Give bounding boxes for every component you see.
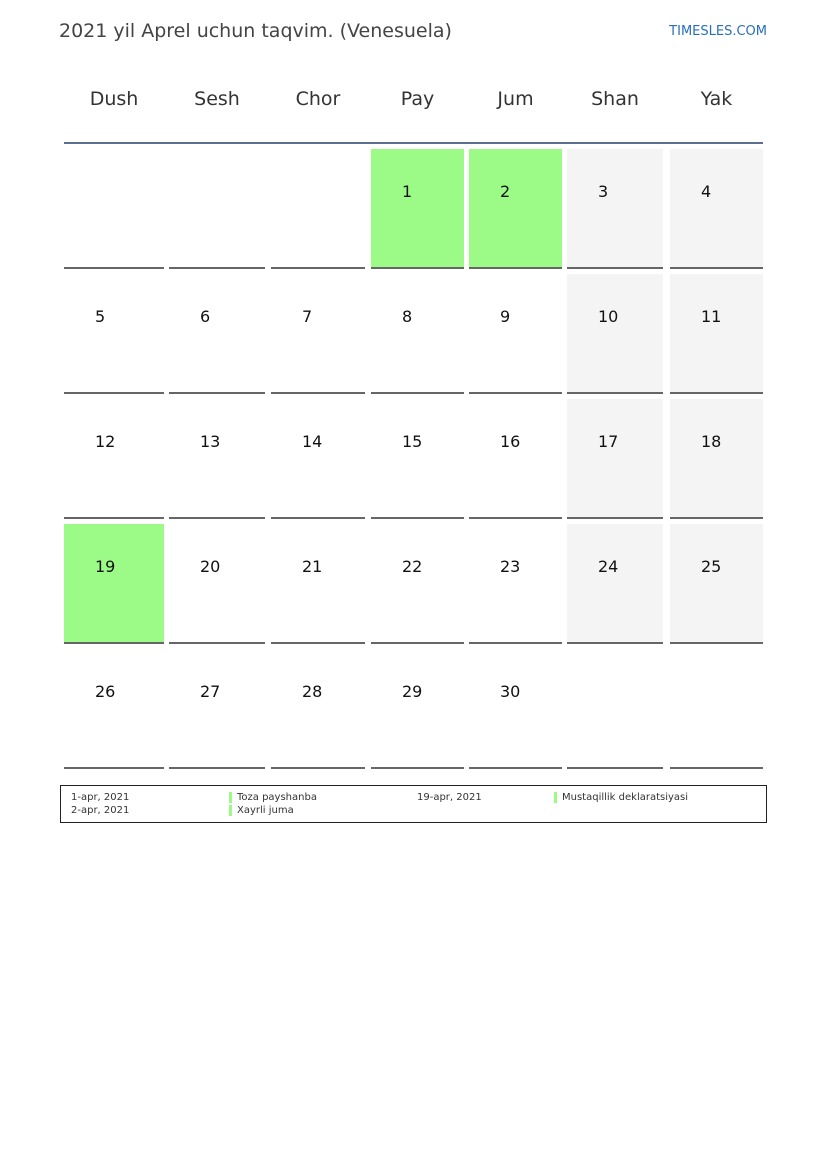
cell-bottom-rule <box>567 517 663 519</box>
day-number: 13 <box>200 432 221 451</box>
cell-bottom-rule <box>670 267 763 269</box>
cell-bottom-rule <box>670 642 763 644</box>
day-cell-14 <box>271 399 365 519</box>
cell-bottom-rule <box>371 267 464 269</box>
day-cell-16 <box>469 399 562 519</box>
legend-date-3: 19-apr, 2021 <box>417 792 482 803</box>
cell-bottom-rule <box>469 267 562 269</box>
day-number: 9 <box>500 307 511 326</box>
weekday-dush: Dush <box>89 88 139 110</box>
empty-day-cell <box>567 649 663 769</box>
day-cell-24 <box>567 524 663 644</box>
empty-day-cell <box>169 149 265 269</box>
cell-bottom-rule <box>670 517 763 519</box>
day-cell-6 <box>169 274 265 394</box>
cell-bottom-rule <box>469 517 562 519</box>
day-cell-1 <box>371 149 464 269</box>
day-number: 28 <box>302 682 323 701</box>
empty-day-cell <box>271 149 365 269</box>
cell-bottom-rule <box>371 392 464 394</box>
day-number: 1 <box>402 182 413 201</box>
empty-day-cell <box>64 149 164 269</box>
cell-bottom-rule <box>567 642 663 644</box>
day-cell-26 <box>64 649 164 769</box>
day-cell-25 <box>670 524 763 644</box>
day-cell-30 <box>469 649 562 769</box>
day-cell-9 <box>469 274 562 394</box>
cell-bottom-rule <box>567 267 663 269</box>
day-cell-15 <box>371 399 464 519</box>
weekday-sesh: Sesh <box>194 88 240 110</box>
cell-bottom-rule <box>371 767 464 769</box>
weekday-chor: Chor <box>295 88 341 110</box>
weekday-yak: Yak <box>700 88 733 110</box>
cell-bottom-rule <box>670 767 763 769</box>
empty-day-cell <box>670 649 763 769</box>
weekday-shan: Shan <box>591 88 639 110</box>
cell-bottom-rule <box>169 642 265 644</box>
legend-name-1: Toza payshanba <box>237 792 317 803</box>
day-number: 24 <box>598 557 619 576</box>
day-number: 25 <box>701 557 722 576</box>
day-number: 23 <box>500 557 521 576</box>
cell-bottom-rule <box>271 392 365 394</box>
day-number: 17 <box>598 432 619 451</box>
cell-bottom-rule <box>64 517 164 519</box>
day-number: 2 <box>500 182 511 201</box>
legend-date-2: 2-apr, 2021 <box>71 805 130 816</box>
legend-marker-3 <box>554 792 557 803</box>
cell-bottom-rule <box>567 767 663 769</box>
day-number: 19 <box>95 557 116 576</box>
day-cell-11 <box>670 274 763 394</box>
weekday-jum: Jum <box>497 88 534 110</box>
day-cell-13 <box>169 399 265 519</box>
day-number: 21 <box>302 557 323 576</box>
day-number: 14 <box>302 432 323 451</box>
day-cell-20 <box>169 524 265 644</box>
day-cell-29 <box>371 649 464 769</box>
day-number: 27 <box>200 682 221 701</box>
cell-bottom-rule <box>64 392 164 394</box>
day-number: 30 <box>500 682 521 701</box>
cell-bottom-rule <box>567 392 663 394</box>
cell-bottom-rule <box>271 267 365 269</box>
day-number: 15 <box>402 432 423 451</box>
legend-marker-2 <box>229 805 232 816</box>
day-cell-23 <box>469 524 562 644</box>
day-cell-17 <box>567 399 663 519</box>
day-cell-2 <box>469 149 562 269</box>
day-number: 7 <box>302 307 313 326</box>
day-cell-10 <box>567 274 663 394</box>
day-number: 26 <box>95 682 116 701</box>
day-cell-22 <box>371 524 464 644</box>
day-number: 5 <box>95 307 106 326</box>
day-cell-8 <box>371 274 464 394</box>
day-cell-12 <box>64 399 164 519</box>
legend-name-3: Mustaqillik deklaratsiyasi <box>562 792 689 803</box>
legend-name-2: Xayrli juma <box>237 805 294 816</box>
day-number: 8 <box>402 307 413 326</box>
cell-bottom-rule <box>169 392 265 394</box>
day-number: 16 <box>500 432 521 451</box>
cell-bottom-rule <box>371 642 464 644</box>
day-cell-7 <box>271 274 365 394</box>
day-cell-21 <box>271 524 365 644</box>
day-cell-3 <box>567 149 663 269</box>
cell-bottom-rule <box>169 517 265 519</box>
weekday-pay: Pay <box>400 88 435 110</box>
cell-bottom-rule <box>64 767 164 769</box>
cell-bottom-rule <box>169 767 265 769</box>
cell-bottom-rule <box>469 642 562 644</box>
cell-bottom-rule <box>271 517 365 519</box>
legend-date-1: 1-apr, 2021 <box>71 792 130 803</box>
cell-bottom-rule <box>271 642 365 644</box>
cell-bottom-rule <box>169 267 265 269</box>
site-link[interactable]: TIMESLES.COM <box>669 24 767 39</box>
cell-bottom-rule <box>64 267 164 269</box>
day-number: 18 <box>701 432 722 451</box>
day-number: 10 <box>598 307 619 326</box>
day-cell-4 <box>670 149 763 269</box>
day-number: 22 <box>402 557 423 576</box>
day-number: 6 <box>200 307 211 326</box>
day-number: 12 <box>95 432 116 451</box>
day-number: 3 <box>598 182 609 201</box>
cell-bottom-rule <box>469 767 562 769</box>
day-cell-5 <box>64 274 164 394</box>
day-cell-18 <box>670 399 763 519</box>
cell-bottom-rule <box>64 642 164 644</box>
cell-bottom-rule <box>469 392 562 394</box>
day-cell-19 <box>64 524 164 644</box>
holiday-legend <box>60 785 767 823</box>
day-cell-28 <box>271 649 365 769</box>
day-number: 11 <box>701 307 722 326</box>
legend-marker-1 <box>229 792 232 803</box>
day-number: 20 <box>200 557 221 576</box>
cell-bottom-rule <box>271 767 365 769</box>
day-number: 4 <box>701 182 712 201</box>
cell-bottom-rule <box>670 392 763 394</box>
page-title: 2021 yil Aprel uchun taqvim. (Venesuela) <box>59 20 452 42</box>
cell-bottom-rule <box>371 517 464 519</box>
day-cell-27 <box>169 649 265 769</box>
day-number: 29 <box>402 682 423 701</box>
